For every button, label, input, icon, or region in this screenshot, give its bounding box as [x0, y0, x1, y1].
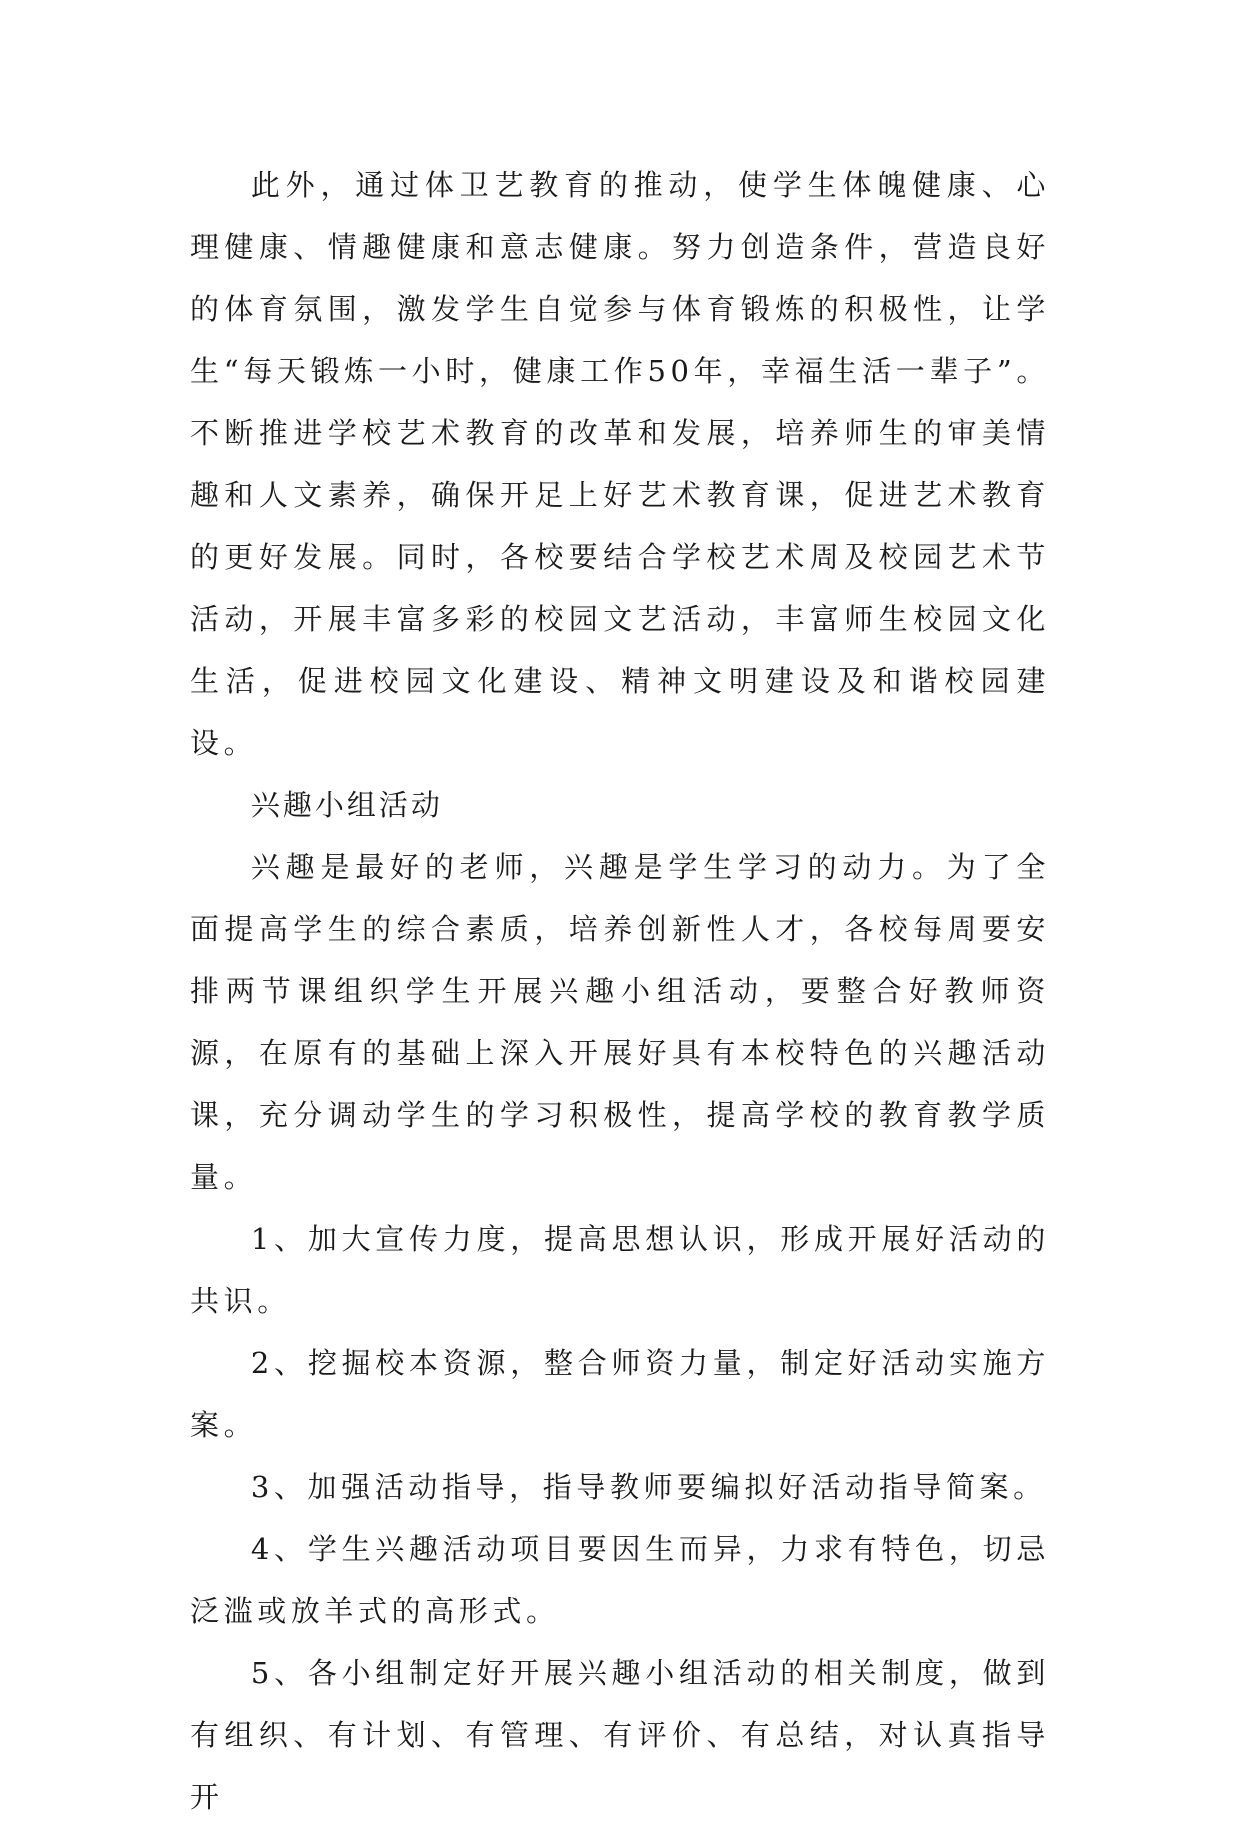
section-heading-interest-groups: 兴趣小组活动: [250, 788, 443, 822]
list-item-4: 4、学生兴趣活动项目要因生而异，力求有特色，切忌泛滥或放羊式的高形式。: [190, 1532, 1050, 1628]
document-body: [190, 154, 1050, 1828]
list-item-2: 2、挖掘校本资源，整合师资力量，制定好活动实施方案。: [190, 1346, 1050, 1442]
list-item-3: 3、加强活动指导，指导教师要编拟好活动指导简案。: [250, 1470, 1047, 1504]
list-item-5: 5、各小组制定好开展兴趣小组活动的相关制度，做到有组织、有计划、有管理、有评价、有总结，对认真指导开: [190, 1656, 1050, 1814]
list-item-1: 1、加大宣传力度，提高思想认识，形成开展好活动的共识。: [190, 1222, 1050, 1318]
paragraph-arts-sports-education: 此外，通过体卫艺教育的推动，使学生体魄健康、心理健康、情趣健康和意志健康。努力创造条件，营造良好的体育氛围，激发学生自觉参与体育锻炼的积极性，让学生“每天锻炼一小时，健康工作50年，幸福生活一辈子”。不断推进学校艺术教育的改革和发展，培养师生的审美情趣和人文素养，确保开足上好艺术教育课，促进艺术教育的更好发展。同时，各校要结合学校艺术周及校园艺术节活动，开展丰富多彩的校园文艺活动，丰富师生校园文化生活，促进校园文化建设、精神文明建设及和谐校园建设。: [190, 168, 1050, 760]
paragraph-interest-groups-intro: 兴趣是最好的老师，兴趣是学生学习的动力。为了全面提高学生的综合素质，培养创新性人才，各校每周要安排两节课组织学生开展兴趣小组活动，要整合好教师资源，在原有的基础上深入开展好具有本校特色的兴趣活动课，充分调动学生的学习积极性，提高学校的教育教学质量。: [190, 850, 1050, 1194]
